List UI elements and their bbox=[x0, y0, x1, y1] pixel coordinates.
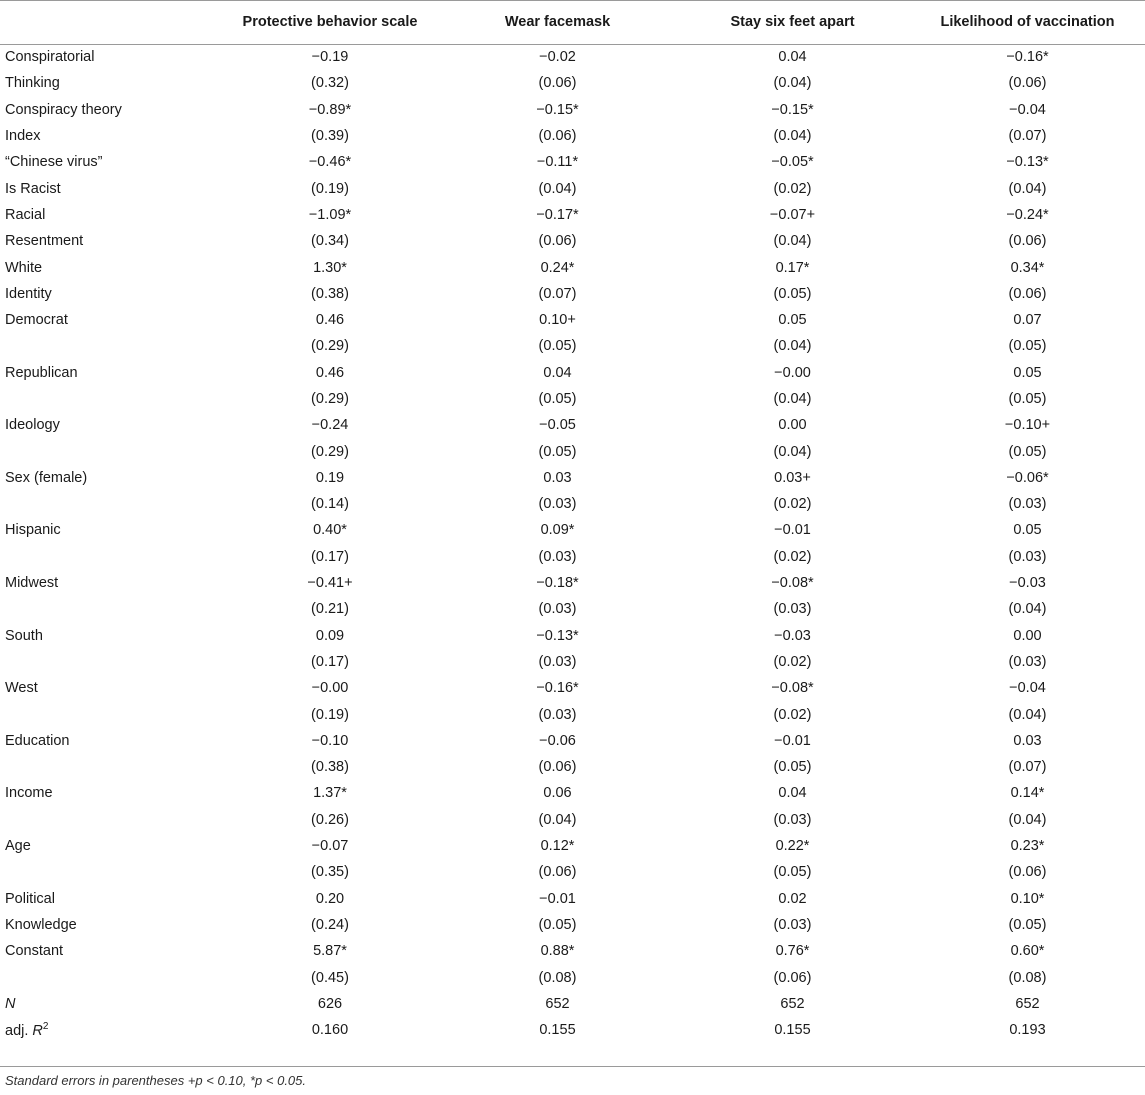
table-row bbox=[0, 333, 1145, 359]
table-cell: (0.06) bbox=[538, 233, 577, 250]
table-cell: 0.155 bbox=[539, 1022, 576, 1039]
table-cell: 0.34* bbox=[1010, 259, 1045, 276]
table-cell: −0.04 bbox=[1009, 680, 1046, 697]
table-row bbox=[0, 44, 1145, 70]
table-row bbox=[0, 123, 1145, 149]
table-cell: 0.12* bbox=[540, 838, 575, 855]
table-cell: −0.00 bbox=[774, 364, 811, 381]
table-cell: (0.06) bbox=[1008, 285, 1047, 302]
table-cell: −0.18* bbox=[536, 575, 579, 592]
table-cell: (0.03) bbox=[538, 601, 577, 618]
table-cell: 0.20 bbox=[315, 890, 345, 907]
table-cell: −0.00 bbox=[311, 680, 349, 697]
table-cell: −0.05 bbox=[539, 417, 576, 434]
table-cell: 0.46 bbox=[315, 364, 345, 381]
table-cell: 0.24* bbox=[540, 259, 575, 276]
row-label: Conspiracy theory bbox=[5, 101, 122, 118]
table-cell: (0.06) bbox=[1008, 75, 1047, 92]
table-cell: −0.17* bbox=[536, 206, 579, 223]
table-row bbox=[0, 728, 1145, 754]
table-row bbox=[0, 228, 1145, 254]
table-row bbox=[0, 991, 1145, 1017]
table-cell: (0.03) bbox=[538, 653, 577, 670]
row-label bbox=[0, 649, 220, 675]
table-cell: (0.05) bbox=[1008, 916, 1047, 933]
table-cell: (0.06) bbox=[1008, 864, 1047, 881]
table-row bbox=[0, 807, 1145, 833]
table-cell: (0.05) bbox=[538, 391, 577, 407]
table-cell: (0.39) bbox=[311, 128, 349, 145]
row-label: Hispanic bbox=[5, 522, 61, 539]
table-cell: (0.04) bbox=[1008, 180, 1047, 197]
table-cell: (0.32) bbox=[311, 75, 349, 92]
table-cell: (0.06) bbox=[538, 759, 577, 776]
table-cell: (0.03) bbox=[538, 548, 577, 565]
row-label: Income bbox=[5, 785, 53, 802]
row-label: N bbox=[5, 995, 16, 1012]
row-label: Knowledge bbox=[5, 916, 77, 933]
table-cell: −0.06* bbox=[1006, 469, 1049, 486]
table-body bbox=[0, 44, 1145, 1043]
table-cell: −0.41+ bbox=[307, 575, 353, 592]
table-cell: −0.08* bbox=[771, 575, 814, 592]
table-cell: (0.07) bbox=[1008, 128, 1047, 145]
table-row bbox=[0, 596, 1145, 622]
table-row bbox=[0, 649, 1145, 675]
table-cell: (0.26) bbox=[311, 811, 349, 828]
table-cell: (0.03) bbox=[773, 601, 812, 618]
table-cell: (0.05) bbox=[773, 759, 812, 776]
row-label: Identity bbox=[5, 285, 52, 302]
table-row bbox=[0, 754, 1145, 780]
table-cell: 0.22* bbox=[775, 838, 810, 855]
table-row bbox=[0, 544, 1145, 570]
table-row bbox=[0, 465, 1145, 491]
table-cell: −0.03 bbox=[1009, 575, 1046, 592]
table-cell: −0.13* bbox=[1006, 154, 1049, 171]
header-row bbox=[0, 0, 1145, 44]
table-cell: −0.15* bbox=[771, 101, 814, 118]
table-row bbox=[0, 886, 1145, 912]
table-row bbox=[0, 202, 1145, 228]
row-label: South bbox=[5, 627, 43, 644]
table-cell: (0.29) bbox=[311, 443, 349, 460]
table-cell: (0.05) bbox=[1008, 391, 1047, 407]
table-cell: −0.01 bbox=[539, 890, 576, 907]
row-label: Ideology bbox=[5, 417, 60, 434]
table-cell: (0.07) bbox=[1008, 759, 1047, 776]
table-cell: (0.06) bbox=[538, 128, 577, 145]
table-cell: 0.17* bbox=[775, 259, 810, 276]
row-label bbox=[0, 964, 220, 990]
table-cell: (0.05) bbox=[538, 443, 577, 460]
table-cell: −0.01 bbox=[774, 732, 811, 749]
table-cell: (0.29) bbox=[311, 338, 349, 355]
table-cell: (0.04) bbox=[538, 180, 577, 197]
row-label: adj. $R^2$ bbox=[5, 1021, 49, 1040]
table-cell: (0.04) bbox=[773, 338, 812, 355]
table-cell: −0.02 bbox=[539, 49, 576, 66]
table-cell: (0.38) bbox=[311, 285, 349, 302]
row-label: Education bbox=[5, 732, 70, 749]
table-cell: (0.06) bbox=[1008, 233, 1047, 250]
table-cell: (0.04) bbox=[538, 811, 577, 828]
table-cell: (0.03) bbox=[1008, 653, 1047, 670]
table-cell: −0.11* bbox=[536, 154, 579, 171]
table-cell: 0.160 bbox=[311, 1022, 349, 1039]
table-cell: −0.46* bbox=[308, 154, 352, 171]
table-cell: (0.06) bbox=[773, 969, 812, 986]
row-label bbox=[0, 386, 220, 412]
row-label: Resentment bbox=[5, 233, 84, 250]
table-cell: 0.04 bbox=[543, 364, 572, 381]
table-cell: −0.89* bbox=[308, 101, 352, 118]
table-row bbox=[0, 254, 1145, 280]
table-cell: 0.10+ bbox=[539, 312, 576, 329]
table-cell: (0.03) bbox=[773, 916, 812, 933]
table-cell: (0.04) bbox=[773, 128, 812, 145]
table-cell: 0.19 bbox=[315, 469, 345, 486]
table-cell: −0.10+ bbox=[1004, 417, 1051, 434]
table-cell: 0.155 bbox=[774, 1022, 811, 1039]
row-label: Conspiratorial bbox=[5, 49, 95, 66]
table-cell: −0.06 bbox=[539, 732, 576, 749]
table-cell: (0.04) bbox=[1008, 601, 1047, 618]
table-cell: 0.60* bbox=[1010, 943, 1045, 960]
table-cell: (0.03) bbox=[538, 496, 577, 513]
table-cell: (0.05) bbox=[538, 338, 577, 355]
table-cell: −0.07+ bbox=[769, 206, 816, 223]
table-cell: 0.10* bbox=[1010, 890, 1045, 907]
table-cell: (0.05) bbox=[773, 864, 812, 881]
table-cell: −0.16* bbox=[1006, 49, 1049, 66]
row-label: West bbox=[5, 680, 38, 697]
table-row bbox=[0, 149, 1145, 175]
table-cell: −0.15* bbox=[536, 101, 579, 118]
table-row bbox=[0, 281, 1145, 307]
table-cell: 0.07 bbox=[1013, 312, 1042, 329]
table-cell: −0.16* bbox=[536, 680, 579, 697]
table-cell: 0.04 bbox=[778, 785, 807, 802]
row-label bbox=[0, 333, 220, 359]
table-cell: 0.05 bbox=[1013, 522, 1042, 539]
table-cell: −0.13* bbox=[536, 627, 579, 644]
table-cell: 0.03 bbox=[543, 469, 572, 486]
table-cell: (0.04) bbox=[773, 233, 812, 250]
table-cell: (0.05) bbox=[1008, 338, 1047, 355]
table-cell: (0.14) bbox=[311, 496, 349, 513]
row-label bbox=[0, 859, 220, 885]
table-row bbox=[0, 570, 1145, 596]
table-cell: 5.87* bbox=[313, 943, 347, 960]
table-cell: −0.07 bbox=[311, 838, 349, 855]
header-stay-six-feet-apart: Stay six feet apart bbox=[730, 14, 855, 30]
row-label: “Chinese virus” bbox=[5, 154, 103, 171]
table-cell: 0.00 bbox=[1013, 627, 1042, 644]
table-cell: 0.03+ bbox=[774, 469, 811, 486]
table-row bbox=[0, 780, 1145, 806]
table-cell: 626 bbox=[317, 995, 343, 1012]
table-cell: (0.07) bbox=[538, 285, 577, 302]
table-cell: (0.06) bbox=[538, 864, 577, 881]
table-cell: (0.17) bbox=[311, 653, 349, 670]
table-row bbox=[0, 675, 1145, 701]
table-cell: −0.10 bbox=[311, 732, 349, 749]
table-cell: 0.05 bbox=[778, 312, 807, 329]
table-cell: (0.24) bbox=[311, 916, 349, 933]
table-row bbox=[0, 912, 1145, 938]
table-row bbox=[0, 623, 1145, 649]
row-label bbox=[0, 491, 220, 517]
row-label bbox=[0, 754, 220, 780]
row-label: Racial bbox=[5, 206, 46, 223]
table-cell: 0.14* bbox=[1010, 785, 1045, 802]
table-cell: (0.02) bbox=[773, 548, 812, 565]
table-cell: (0.38) bbox=[311, 759, 349, 776]
table-cell: (0.02) bbox=[773, 496, 812, 513]
table-row bbox=[0, 1017, 1145, 1043]
table-cell: (0.03) bbox=[1008, 496, 1047, 513]
row-label bbox=[0, 807, 220, 833]
table-cell: (0.29) bbox=[311, 391, 349, 407]
table-cell: (0.02) bbox=[773, 653, 812, 670]
table-cell: 0.00 bbox=[778, 417, 807, 434]
table-cell: 652 bbox=[545, 995, 570, 1012]
table-cell: 0.40* bbox=[313, 522, 347, 539]
table-cell: 0.193 bbox=[1009, 1022, 1046, 1039]
row-label bbox=[0, 438, 220, 464]
row-label: Democrat bbox=[5, 312, 68, 329]
table-cell: (0.05) bbox=[1008, 443, 1047, 460]
table-cell: 0.02 bbox=[778, 890, 807, 907]
table-cell: 1.37* bbox=[313, 785, 347, 802]
table-cell: −0.01 bbox=[774, 522, 811, 539]
table-row bbox=[0, 964, 1145, 990]
table-cell: (0.34) bbox=[311, 233, 349, 250]
table-cell: −0.08* bbox=[771, 680, 814, 697]
table-cell: −0.04 bbox=[1009, 101, 1046, 118]
row-label: Midwest bbox=[5, 575, 59, 592]
row-label: Political bbox=[5, 890, 55, 907]
row-label: Republican bbox=[5, 364, 78, 381]
table-cell: 0.03 bbox=[1013, 732, 1042, 749]
table-cell: 0.06 bbox=[543, 785, 572, 802]
table-cell: −0.24 bbox=[311, 417, 349, 434]
table-cell: (0.19) bbox=[311, 706, 349, 723]
table-row bbox=[0, 97, 1145, 123]
row-label: Age bbox=[5, 838, 31, 855]
table-row bbox=[0, 517, 1145, 543]
table-cell: (0.03) bbox=[1008, 548, 1047, 565]
table-cell: 1.30* bbox=[313, 259, 347, 276]
table-cell: (0.05) bbox=[773, 285, 812, 302]
table-row bbox=[0, 412, 1145, 438]
table-cell: (0.02) bbox=[773, 180, 812, 197]
table-cell: (0.04) bbox=[1008, 706, 1047, 723]
row-label bbox=[0, 544, 220, 570]
table-cell: (0.03) bbox=[538, 706, 577, 723]
row-label: Constant bbox=[5, 943, 64, 960]
table-cell: 0.76* bbox=[775, 943, 810, 960]
table-row bbox=[0, 938, 1145, 964]
table-cell: (0.04) bbox=[773, 75, 812, 92]
table-row bbox=[0, 70, 1145, 96]
bottom-rule bbox=[0, 1066, 1145, 1067]
table-cell: 652 bbox=[780, 995, 805, 1012]
table-cell: (0.06) bbox=[538, 75, 577, 92]
row-label: Is Racist bbox=[5, 180, 61, 197]
row-label: Thinking bbox=[5, 75, 60, 92]
table-cell: (0.17) bbox=[311, 548, 349, 565]
table-row bbox=[0, 438, 1145, 464]
header-wear-facemask: Wear facemask bbox=[504, 14, 611, 30]
table-cell: (0.08) bbox=[538, 969, 577, 986]
table-cell: (0.08) bbox=[1008, 969, 1047, 986]
header-likelihood-of-vaccination: Likelihood of vaccination bbox=[940, 14, 1115, 30]
table-cell: (0.21) bbox=[311, 601, 349, 618]
table-cell: (0.35) bbox=[311, 864, 349, 881]
table-row bbox=[0, 307, 1145, 333]
table-cell: 0.46 bbox=[315, 312, 345, 329]
table-cell: −0.05* bbox=[771, 154, 814, 171]
row-label: Index bbox=[5, 128, 41, 145]
table-cell: (0.19) bbox=[311, 180, 349, 197]
table-row bbox=[0, 360, 1145, 386]
table-cell: (0.45) bbox=[311, 969, 349, 986]
table-cell: −0.03 bbox=[774, 627, 811, 644]
table-cell: 0.05 bbox=[1013, 364, 1042, 381]
table-cell: (0.04) bbox=[773, 443, 812, 460]
row-label bbox=[0, 596, 220, 622]
table-row bbox=[0, 833, 1145, 859]
table-cell: −1.09* bbox=[308, 206, 352, 223]
table-row bbox=[0, 386, 1145, 412]
table-cell: 0.09* bbox=[540, 522, 575, 539]
header-variable bbox=[0, 0, 220, 44]
table-cell: 0.88* bbox=[540, 943, 575, 960]
table-footnote: Standard errors in parentheses +p < 0.10, *p < 0.05. bbox=[5, 1073, 307, 1088]
row-label: White bbox=[5, 259, 43, 276]
table-cell: 0.23* bbox=[1010, 838, 1045, 855]
table-cell: 652 bbox=[1015, 995, 1040, 1012]
table-cell: (0.03) bbox=[773, 811, 812, 828]
table-row bbox=[0, 175, 1145, 201]
table-row bbox=[0, 701, 1145, 727]
table-cell: (0.04) bbox=[1008, 811, 1047, 828]
header-protective-behavior-scale: Protective behavior scale bbox=[242, 14, 418, 30]
table-cell: (0.02) bbox=[773, 706, 812, 723]
table-cell: −0.19 bbox=[311, 49, 349, 66]
row-label: Sex (female) bbox=[5, 469, 88, 486]
table-row bbox=[0, 859, 1145, 885]
table-cell: −0.24* bbox=[1006, 206, 1049, 223]
table-cell: (0.05) bbox=[538, 916, 577, 933]
table-cell: (0.04) bbox=[773, 391, 812, 407]
table-row bbox=[0, 491, 1145, 517]
table-cell: 0.04 bbox=[778, 49, 807, 66]
table-cell: 0.09 bbox=[315, 627, 345, 644]
row-label bbox=[0, 701, 220, 727]
